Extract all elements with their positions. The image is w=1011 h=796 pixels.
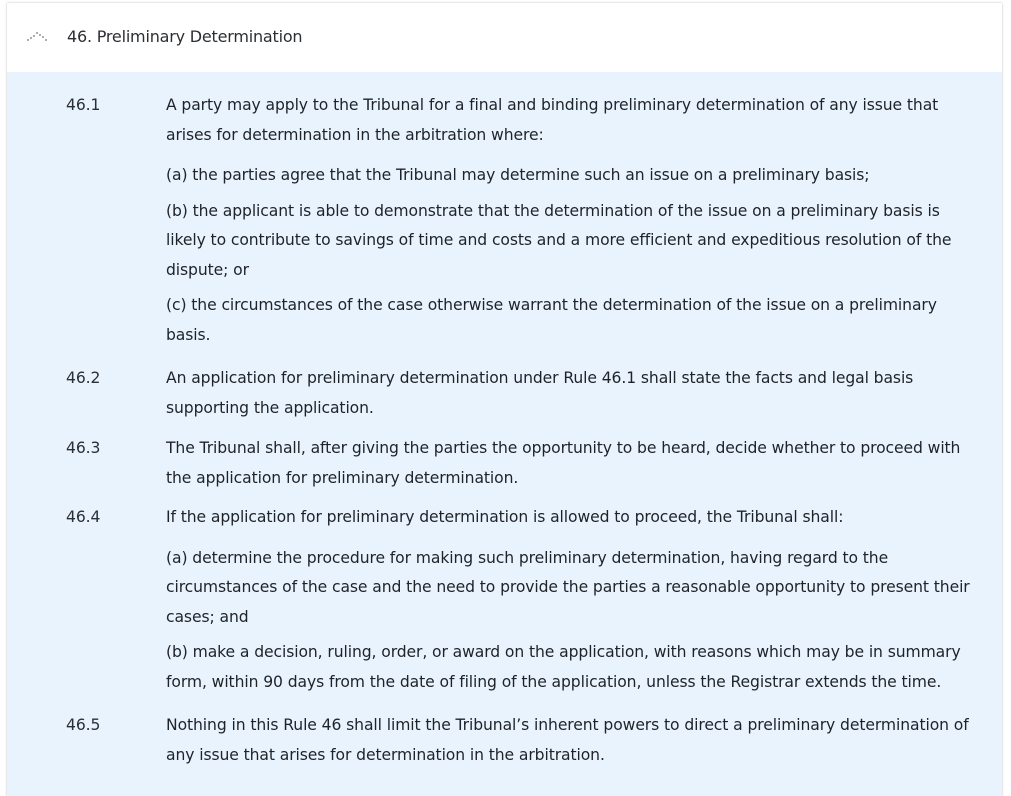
rule-text: The Tribunal shall, after giving the parties the opportunity to be heard, decide whether to proceed with the application for preliminary determination. xyxy=(166,439,961,487)
rule-subitem: (b) the applicant is able to demonstrate that the determination of the issue on a preliminary basis is likely to contribute to savings of time and costs and a more efficient and expeditious resolution of the dispute; or xyxy=(166,201,952,279)
rule-subitem: (c) the circumstances of the case otherwise warrant the determination of the issue on a preliminary basis. xyxy=(166,296,937,344)
rule-number: 46.3 xyxy=(66,439,101,457)
rule-subitem: (a) determine the procedure for making such preliminary determination, having regard to the circumstances of the case and the need to provide the parties a reasonable opportunity to present their cases; and xyxy=(166,548,970,626)
rule-body xyxy=(7,72,1002,796)
rule-panel xyxy=(7,3,1002,796)
rule-text: A party may apply to the Tribunal for a final and binding preliminary determination of any issue that arises for determination in the arbitration where: xyxy=(166,96,939,144)
rule-text: Nothing in this Rule 46 shall limit the Tribunal’s inherent powers to direct a preliminary determination of any issue that arises for determination in the arbitration. xyxy=(166,716,969,764)
rule-title: 46. Preliminary Determination xyxy=(67,27,303,46)
rule-number: 46.2 xyxy=(66,369,101,387)
rule-number: 46.4 xyxy=(66,508,101,526)
rule-text: If the application for preliminary determination is allowed to proceed, the Tribunal shall: xyxy=(166,508,844,526)
rule-text: An application for preliminary determination under Rule 46.1 shall state the facts and legal basis supporting the application. xyxy=(166,369,914,417)
rule-subitem: (b) make a decision, ruling, order, or award on the application, with reasons which may be in summary form, within 90 days from the date of filing of the application, unless the Registrar extends the time. xyxy=(166,643,961,691)
rule-text-block xyxy=(166,364,971,423)
rule-subitem: (a) the parties agree that the Tribunal may determine such an issue on a preliminary basis; xyxy=(166,166,870,184)
rule-number: 46.5 xyxy=(66,716,101,734)
rule-text-block xyxy=(166,503,971,697)
rule-header[interactable] xyxy=(7,3,1002,72)
rule-number: 46.1 xyxy=(66,96,101,114)
collapse-dots-icon[interactable] xyxy=(25,28,49,42)
rule-text-block xyxy=(166,434,971,493)
rule-text-block xyxy=(166,91,971,350)
rule-text-block xyxy=(166,711,971,770)
